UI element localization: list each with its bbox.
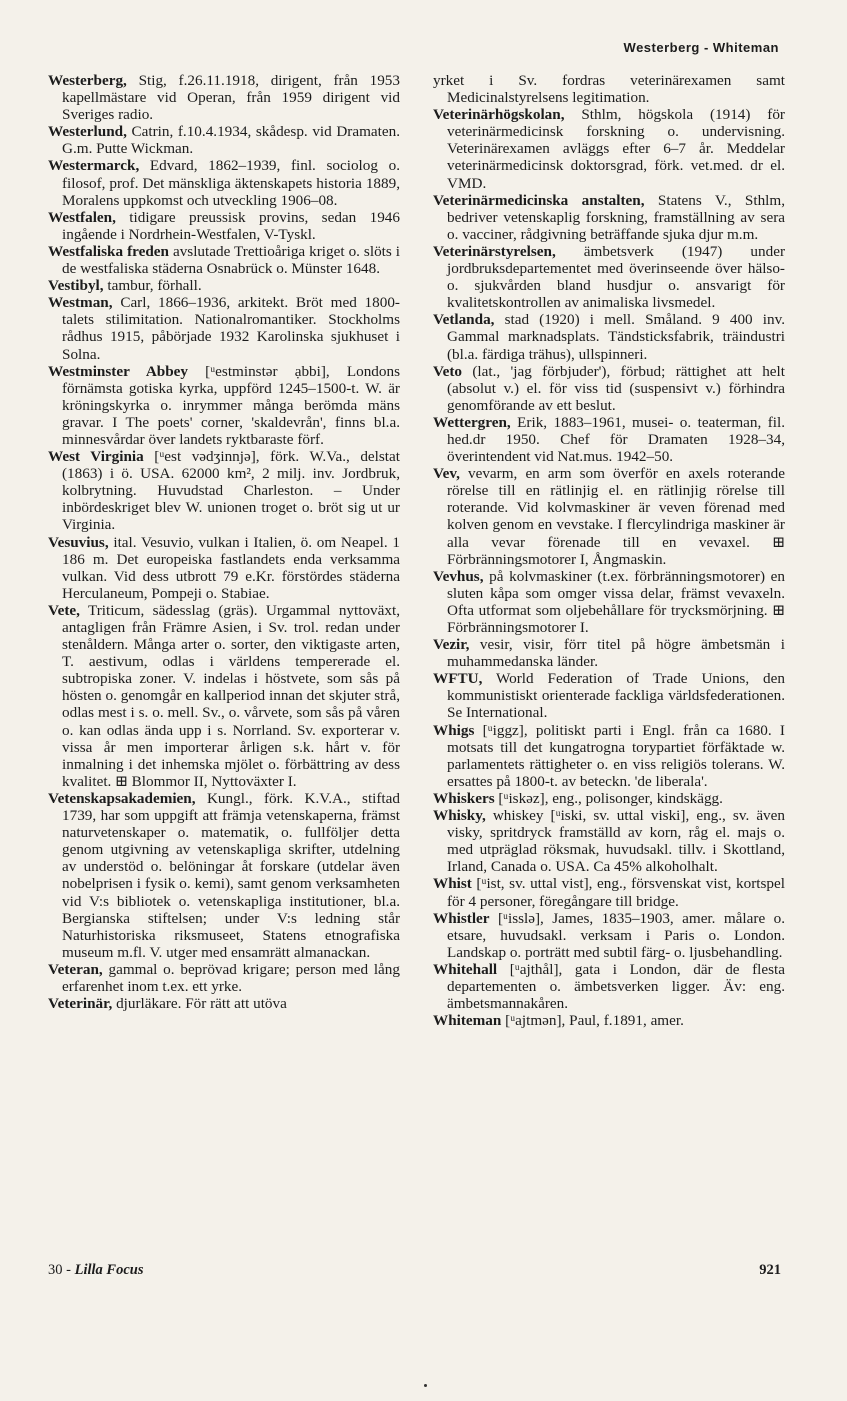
entry-body: avslutade Trettioåriga kriget o. slöts i de westfaliska städerna Osnabrück o. Münster 1648. bbox=[62, 242, 400, 278]
entry-body: [ᵘestminstər ạbbi], Londons förnämsta gotiska kyrka, uppförd 1245–1500-t. W. är kröningskyrka o. inrymmer många berömda mäns gravar. I The poets' corner, 'skaldevrån', finns bl.a. minnesvårdar över landets ryktbaraste förf. bbox=[62, 362, 400, 448]
entry-headword: Vezir, bbox=[433, 636, 470, 654]
entry-headword: Wettergren, bbox=[433, 413, 511, 431]
dictionary-entry bbox=[433, 568, 785, 636]
dictionary-entry bbox=[48, 534, 400, 602]
entry-headword: Veto bbox=[433, 362, 462, 380]
dictionary-entry bbox=[433, 192, 785, 243]
entry-body: (lat., 'jag förbjuder'), förbud; rättighet att helt (absolut v.) el. för viss tid (suspensivt v.) förhindra genomförande av ett beslut. bbox=[447, 362, 785, 414]
page-number-right: 921 bbox=[759, 1262, 781, 1278]
entry-headword: Vesuvius, bbox=[48, 533, 109, 551]
print-mark bbox=[424, 1384, 427, 1387]
dictionary-entry bbox=[48, 243, 400, 277]
dictionary-entry bbox=[433, 311, 785, 362]
dictionary-entry-continued bbox=[433, 72, 785, 106]
dictionary-entry bbox=[433, 243, 785, 311]
entry-headword: Whiteman bbox=[433, 1012, 502, 1030]
entry-headword: Vestibyl, bbox=[48, 277, 104, 295]
entry-headword: Vev, bbox=[433, 465, 460, 483]
dictionary-entry bbox=[433, 1012, 785, 1029]
entry-headword: Westermarck, bbox=[48, 157, 140, 175]
entry-body: stad (1920) i mell. Småland. 9 400 inv. Gammal marknadsplats. Tändsticksfabrik, träindustri (bl.a. färdiga trähus), ullspinneri. bbox=[447, 311, 785, 363]
entry-body: tambur, förhall. bbox=[103, 277, 202, 295]
running-head: Westerberg - Whiteman bbox=[623, 40, 779, 55]
entry-headword: Whist bbox=[433, 875, 472, 893]
right-column bbox=[433, 72, 785, 1029]
entry-body: [ᵘist, sv. uttal vist], eng., försvenskat vist, kortspel för 4 personer, föregångare till bridge. bbox=[447, 875, 785, 910]
page-number-left: 30 - bbox=[48, 1262, 75, 1278]
entry-body: World Federation of Trade Unions, den kommunistiskt orienterade fackliga världsfederationen. Se International. bbox=[447, 670, 785, 722]
entry-headword: Vetlanda, bbox=[433, 311, 495, 329]
footer-left bbox=[48, 1262, 143, 1279]
entry-headword: Veterinärstyrelsen, bbox=[433, 242, 556, 260]
entry-body: Catrin, f.10.4.1934, skådesp. vid Dramaten. G.m. Putte Wickman. bbox=[62, 123, 400, 158]
dictionary-entry bbox=[48, 209, 400, 243]
dictionary-entry bbox=[433, 414, 785, 465]
entry-body: vevarm, en arm som överför en axels roterande rörelse till en rätlinjig el. en rätlinjig rörelse till roterande. Vid kolvmaskiner är veven förenad med kolven genom en vevstake. I flercylindriga maskiner är alla vevar förenade till en vevaxel. ⊞ Förbränningsmotorer I, Ångmaskin. bbox=[447, 465, 785, 568]
dictionary-entry bbox=[48, 363, 400, 448]
entry-headword: Veterinärhögskolan, bbox=[433, 106, 565, 124]
entry-body: Sthlm, högskola (1914) för veterinärmedicinsk forskning o. undervisning. Veterinärexamen avläggs efter 6–7 år. Meddelar veterinärmedicinsk doktorsgrad, förk. vet.med. dr el. VMD. bbox=[447, 106, 785, 192]
dictionary-entry bbox=[433, 807, 785, 875]
dictionary-entry bbox=[48, 602, 400, 790]
entry-headword: Veterinärmedicinska anstalten, bbox=[433, 191, 645, 209]
entry-headword: Vetenskapsakademien, bbox=[48, 789, 196, 807]
entry-body: ämbetsverk (1947) under jordbruksdepartementet med överinseende över hälso- o. sjukvården bland husdjur o. ansvarigt för kvalitetskontrollen av animaliska livsmedel. bbox=[447, 242, 785, 312]
dictionary-entry bbox=[433, 670, 785, 721]
entry-body: Statens V., Sthlm, bedriver vetenskaplig forskning, framställning av sera o. vacciner, rådgivning beträffande sjuka djur m.m. bbox=[447, 191, 785, 243]
entry-body: [ᵘiggz], politiskt parti i Engl. från ca 1680. I motsats till det kungatrogna torypartiet förfäktade w. parlamentets rättigheter o. en viss religiös tolerans. W. ersattes på 1800-t. av beteckn. 'de liberala'. bbox=[447, 721, 785, 790]
dictionary-entry bbox=[48, 961, 400, 995]
entry-headword: Westerberg, bbox=[48, 72, 127, 89]
dictionary-entry bbox=[433, 465, 785, 568]
dictionary-entry bbox=[433, 910, 785, 961]
entry-body: Erik, 1883–1961, musei- o. teaterman, fil. hed.dr 1950. Chef för Dramaten 1928–34, överintendent vid Nat.mus. 1942–50. bbox=[447, 413, 785, 466]
entry-headword: Whisky, bbox=[433, 807, 486, 825]
dictionary-entry bbox=[48, 995, 400, 1012]
dictionary-entry bbox=[48, 72, 400, 123]
entry-headword: Westminster Abbey bbox=[48, 362, 189, 380]
entry-body: [ᵘest vədʒinnjə], förk. W.Va., delstat (1863) i ö. USA. 62000 km², 2 milj. inv. Jordbruk, kolbrytning. Huvudstad Charleston. – Under inbördeskriget blev W. unionen troget o. bröt sig ut ur Virginia. bbox=[62, 448, 400, 534]
entry-body: [ᵘisslə], James, 1835–1903, amer. målare o. etsare, huvudsakl. verksam i Paris o. London. Landskap o. porträtt med subtil färg- o. ljusbehandling. bbox=[447, 909, 785, 961]
entry-headword: Veteran, bbox=[48, 960, 103, 978]
dictionary-entry bbox=[433, 790, 785, 807]
entry-headword: West Virginia bbox=[48, 448, 144, 466]
entry-body: Carl, 1866–1936, arkitekt. Bröt med 1800-talets stilimitation. Nationalromantiker. Stockholms rådhus 1915, påbörjade 1932 Karolinska sjukhuset i Solna. bbox=[62, 294, 400, 363]
entry-body: Triticum, sädesslag (gräs). Urgammal nyttoväxt, antagligen från Främre Asien, i Sv. trol. redan under stenåldern. Många arter o. sorter, den viktigaste arten, T. aestivum, odlas i världens tempererade el. subtropiska zoner. V. indelas i höstvete, som sås på hösten o. genomgår en kallperiod innan det skjuter strå, odlas mest i s. o. mell. Sv., o. vårvete, som sås på våren o. kan odlas ända upp i s. Norrland. Sv. exporterar v. vissa år men importerar årligen s.k. hårt v. för inmalning i det inhemska mjölet o. förbättring av dess kvalitet. ⊞ Blommor II, Nyttoväxter I. bbox=[62, 601, 400, 790]
entry-headword: Whigs bbox=[433, 721, 475, 739]
entry-headword: Westman, bbox=[48, 294, 113, 312]
dictionary-entry bbox=[433, 875, 785, 909]
dictionary-entry bbox=[433, 363, 785, 414]
dictionary-entry bbox=[433, 636, 785, 670]
entry-headword: Whiskers bbox=[433, 789, 495, 807]
publication-label: Lilla Focus bbox=[74, 1262, 144, 1278]
entry-headword: Whitehall bbox=[433, 960, 498, 978]
dictionary-entry bbox=[48, 294, 400, 362]
entry-body: [ᵘajthål], gata i London, där de flesta departementen o. ämbetsverken ligger. Äv: eng. ämbetsmannakåren. bbox=[447, 960, 785, 1013]
dictionary-entry bbox=[433, 722, 785, 790]
entry-headword: WFTU, bbox=[433, 670, 483, 688]
entry-body: på kolvmaskiner (t.ex. förbränningsmotorer) en sluten kåpa som omger vissa delar, främst vevaxeln. Ofta utformat som oljebehållare för trycksmörjning. ⊞ Förbränningsmotorer I. bbox=[447, 567, 785, 636]
entry-body: gammal o. beprövad krigare; person med lång erfarenhet inom t.ex. ett yrke. bbox=[62, 960, 400, 995]
entry-body: Stig, f.26.11.1918, dirigent, från 1953 kapellmästare vid Operan, från 1959 dirigent vid Sveriges radio. bbox=[62, 72, 400, 124]
entry-body: vesir, visir, förr titel på högre ämbetsmän i muhammedanska länder. bbox=[447, 636, 785, 671]
dictionary-entry bbox=[48, 157, 400, 208]
entry-headword: Westfaliska freden bbox=[48, 242, 169, 260]
dictionary-entry bbox=[48, 123, 400, 157]
entry-headword: Westerlund, bbox=[48, 123, 127, 141]
entry-body: Kungl., förk. K.V.A., stiftad 1739, har som uppgift att främja vetenskaperna, främst naturvetenskaper o. matematik, o. fullföljer detta genom utgivning av vetenskapliga skrifter, utdelning av understöd o. belöningar åt forskare (utdelar även nobelprisen i fysik o. kemi), samt genom verksamheten vid V:s bibliotek o. vetenskapliga institutioner, bl.a. Bergianska stiftelsen; under V:s ledning står Naturhistoriska riksmuseet, Statens etnografiska museum m.fl. V. utger med ensamrätt almanackan. bbox=[62, 789, 400, 961]
entry-headword: Westfalen, bbox=[48, 208, 116, 226]
entry-body: yrket i Sv. fordras veterinärexamen samt Medicinalstyrelsens legitimation. bbox=[433, 72, 785, 107]
entry-headword: Vete, bbox=[48, 601, 80, 619]
dictionary-entry bbox=[48, 277, 400, 294]
dictionary-entry bbox=[433, 961, 785, 1012]
entry-body: whiskey [ᵘiski, sv. uttal viski], eng., sv. även visky, spritdryck framställd av korn, råg el. majs o. med utpräglad röksmak, huvudsakl. tillv. i Skottland, Irland, Canada o. USA. Ca 45% alkoholhalt. bbox=[447, 807, 785, 876]
dictionary-entry bbox=[48, 448, 400, 533]
entry-body: [ᵘajtmən], Paul, f.1891, amer. bbox=[501, 1012, 684, 1030]
left-column bbox=[48, 72, 400, 1012]
entry-headword: Veterinär, bbox=[48, 995, 113, 1013]
dictionary-entry bbox=[48, 790, 400, 961]
entry-body: [ᵘiskəz], eng., polisonger, kindskägg. bbox=[494, 789, 723, 807]
entry-headword: Whistler bbox=[433, 909, 490, 927]
entry-body: ital. Vesuvio, vulkan i Italien, ö. om Neapel. 1 186 m. Det europeiska fastlandets enda verksamma vulkan. Vid dess utbrott 79 e.Kr. förstördes städerna Herculaneum, Pompeji o. Stabiae. bbox=[62, 533, 400, 602]
entry-body: tidigare preussisk provins, sedan 1946 ingående i Nordrhein-Westfalen, V-Tyskl. bbox=[62, 208, 400, 243]
entry-body: djurläkare. För rätt att utöva bbox=[112, 995, 287, 1013]
entry-headword: Vevhus, bbox=[433, 567, 484, 585]
entry-body: Edvard, 1862–1939, finl. sociolog o. filosof, prof. Det mänskliga äktenskapets historia 1889, Moralens uppkomst och utveckling 1906–08. bbox=[62, 157, 400, 209]
dictionary-entry bbox=[433, 106, 785, 191]
